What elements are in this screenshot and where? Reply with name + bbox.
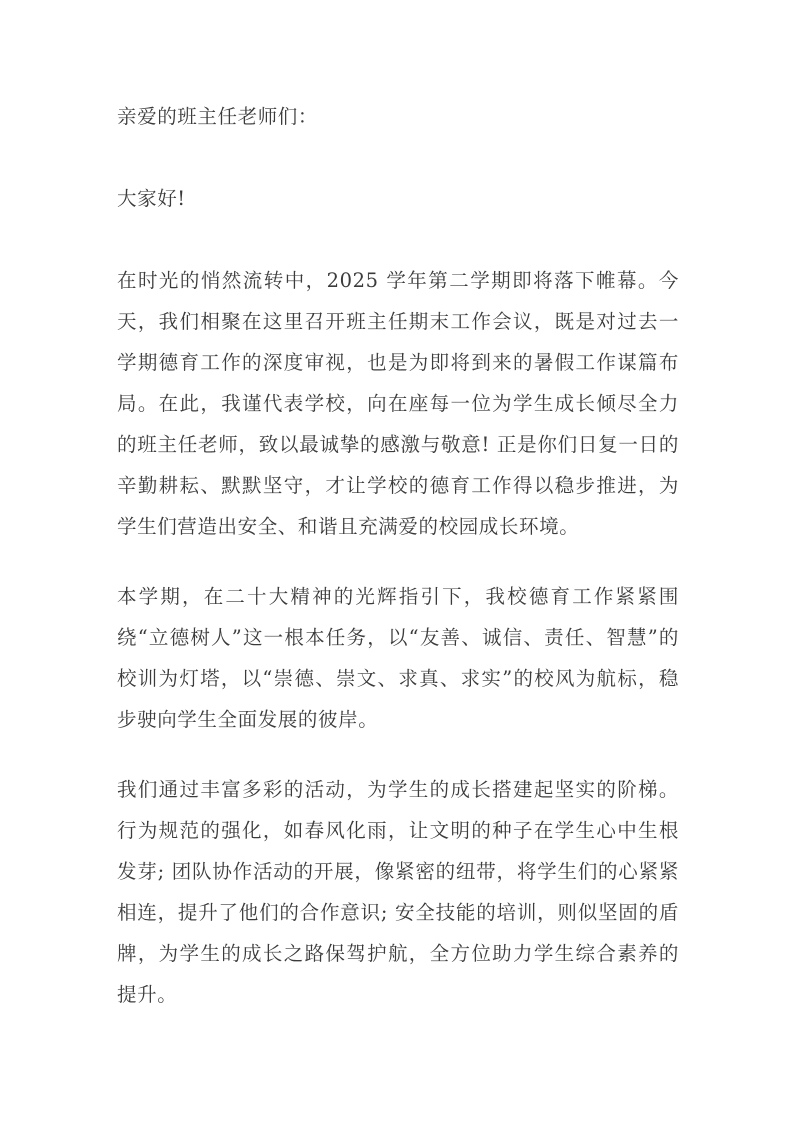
greeting-line: 大家好!	[117, 187, 186, 210]
document-text-body	[117, 96, 679, 1015]
body-paragraph-2: 本学期，在二十大精神的光辉指引下，我校德育工作紧紧围绕“立德树人”这一根本任务，以“友善、诚信、责任、智慧”的校训为灯塔，以“崇德、崇文、求真、求实”的校风为航标，稳步驶向学生全面发展的彼岸。	[117, 585, 679, 731]
salutation-line: 亲爱的班主任老师们：	[117, 105, 319, 128]
body-paragraph-1: 在时光的悄然流转中，2025 学年第二学期即将落下帷幕。今天，我们相聚在这里召开班主任期末工作会议，既是对过去一学期德育工作的深度审视，也是为即将到来的暑假工作谋篇布局。在此，我谨代表学校，向在座每一位为学生成长倾尽全力的班主任老师，致以最诚挚的感激与敬意! 正是你们日复一日的辛勤耕耘、默默坚守，才让学校的德育工作得以稳步推进，为学生们营造出安全、和谐且充满爱的校园成长环境。	[117, 269, 679, 538]
body-paragraph-3: 我们通过丰富多彩的活动，为学生的成长搭建起坚实的阶梯。行为规范的强化，如春风化雨，让文明的种子在学生心中生根发芽; 团队协作活动的开展，像紧密的纽带，将学生们的心紧紧相连，提升了他们的合作意识; 安全技能的培训，则似坚固的盾牌，为学生的成长之路保驾护航，全方位助力学生综合素养的提升。	[117, 778, 679, 1006]
